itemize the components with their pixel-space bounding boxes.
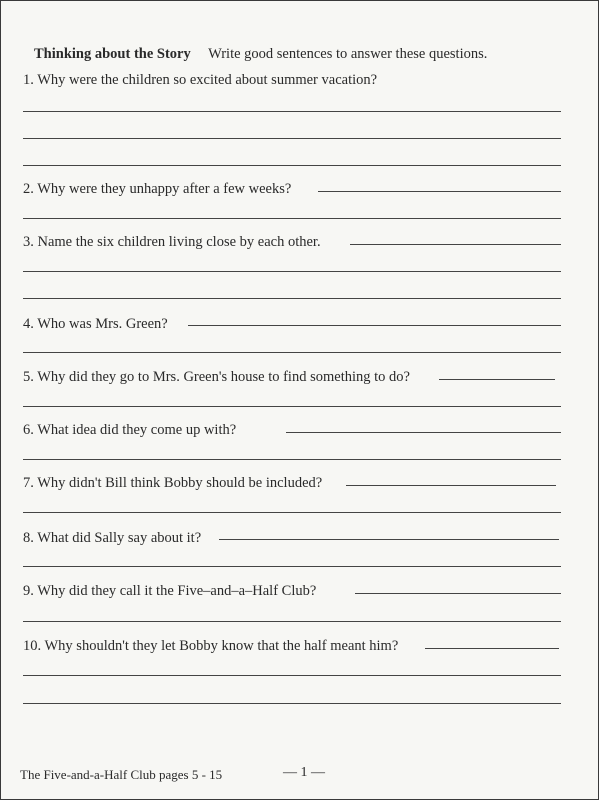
question-text: What did Sally say about it? [37, 530, 202, 546]
question-text: Name the six children living close by each other. [37, 234, 321, 250]
answer-line[interactable] [355, 593, 561, 594]
question-4 [23, 316, 168, 333]
question-number: 10. [23, 638, 42, 654]
question-10 [23, 638, 398, 655]
answer-line[interactable] [23, 352, 561, 353]
question-7 [23, 475, 322, 492]
question-1 [23, 72, 377, 89]
question-number: 4. [23, 316, 34, 332]
question-6 [23, 422, 236, 439]
question-number: 7. [23, 475, 34, 491]
answer-line[interactable] [350, 244, 561, 245]
question-text: Why didn't Bill think Bobby should be included? [37, 475, 323, 491]
question-number: 5. [23, 369, 34, 385]
question-text: Who was Mrs. Green? [37, 316, 168, 332]
question-3 [23, 234, 321, 251]
question-number: 1. [23, 72, 34, 88]
answer-line[interactable] [23, 621, 561, 622]
page-number: — 1 — [283, 765, 325, 780]
question-text: Why did they call it the Five–and–a–Half Club? [37, 583, 317, 599]
answer-line[interactable] [23, 218, 561, 219]
answer-line[interactable] [23, 298, 561, 299]
worksheet-heading [34, 46, 487, 63]
question-9 [23, 583, 316, 600]
answer-line[interactable] [23, 566, 561, 567]
answer-line[interactable] [23, 271, 561, 272]
answer-line[interactable] [439, 379, 555, 380]
answer-line[interactable] [425, 648, 559, 649]
section-title: Thinking about the Story [34, 46, 191, 62]
answer-line[interactable] [188, 325, 561, 326]
question-text: Why shouldn't they let Bobby know that the half meant him? [44, 638, 399, 654]
question-2 [23, 181, 291, 198]
question-number: 8. [23, 530, 34, 546]
question-number: 3. [23, 234, 34, 250]
question-text: Why were the children so excited about summer vacation? [37, 72, 378, 88]
answer-line[interactable] [23, 111, 561, 112]
question-text: Why did they go to Mrs. Green's house to find something to do? [37, 369, 410, 385]
question-number: 6. [23, 422, 34, 438]
answer-line[interactable] [346, 485, 556, 486]
answer-line[interactable] [219, 539, 559, 540]
question-text: Why were they unhappy after a few weeks? [37, 181, 292, 197]
footer-book-title: The Five-and-a-Half Club pages 5 - 15 [20, 767, 223, 782]
answer-line[interactable] [23, 512, 561, 513]
question-number: 9. [23, 583, 34, 599]
question-number: 2. [23, 181, 34, 197]
answer-line[interactable] [23, 703, 561, 704]
instructions: Write good sentences to answer these questions. [208, 46, 488, 62]
answer-line[interactable] [23, 406, 561, 407]
question-8 [23, 530, 201, 547]
answer-line[interactable] [23, 459, 561, 460]
answer-line[interactable] [318, 191, 561, 192]
answer-line[interactable] [23, 138, 561, 139]
question-text: What idea did they come up with? [37, 422, 237, 438]
answer-line[interactable] [23, 675, 561, 676]
question-5 [23, 369, 410, 386]
answer-line[interactable] [23, 165, 561, 166]
answer-line[interactable] [286, 432, 561, 433]
